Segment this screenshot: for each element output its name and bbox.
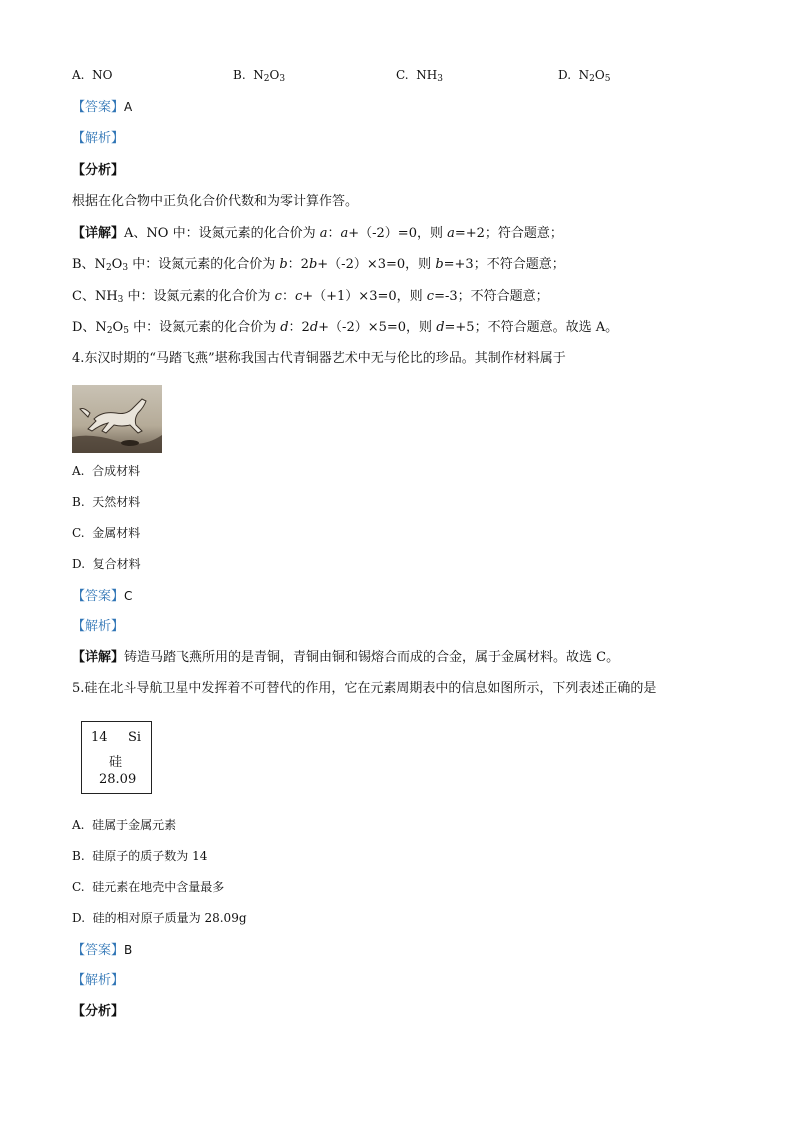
q5-option-a: A. 硅属于金属元素 xyxy=(72,818,177,832)
q3-detail-a: 【详解】A、NO 中：设氮元素的化合价为 a：a+（-2）=0，则 a=+2；符合题意； xyxy=(72,226,563,241)
atomic-mass: 28.09 xyxy=(99,772,137,787)
q5-stem: 5.硅在北斗导航卫星中发挥着不可替代的作用，它在元素周期表中的信息如图所示，下列表述正确的是 xyxy=(72,681,657,696)
q3-analysis-label: 【解析】 xyxy=(72,131,125,146)
q3-option-d: D. $N_2O_5$ xyxy=(558,68,611,84)
q4-option-b: B. 天然材料 xyxy=(72,495,141,509)
q4-analysis-label: 【解析】 xyxy=(72,619,125,634)
q3-principle: 根据在化合物中正负化合价代数和为零计算作答。 xyxy=(72,194,359,209)
q5-option-c: C. 硅元素在地壳中含量最多 xyxy=(72,880,225,894)
q4-option-d: D. 复合材料 xyxy=(72,557,141,571)
q3-option-a: A. NO xyxy=(72,68,113,82)
bronze-horse-image xyxy=(72,385,162,453)
atomic-number: 14 xyxy=(91,730,108,745)
element-name: 硅 xyxy=(109,755,123,770)
q3-option-c: C. $NH_3$ xyxy=(396,68,443,84)
q3-fenxi-label: 【分析】 xyxy=(72,163,125,178)
q4-option-c: C. 金属材料 xyxy=(72,526,141,540)
q5-option-d: D. 硅的相对原子质量为 28.09g xyxy=(72,911,247,925)
q4-detail: 【详解】铸造马踏飞燕所用的是青铜，青铜由铜和锡熔合而成的合金，属于金属材料。故选 C。 xyxy=(72,650,620,665)
q4-stem: 4.东汉时期的“马踏飞燕”堪称我国古代青铜器艺术中无与伦比的珍品。其制作材料属于 xyxy=(72,351,566,366)
q5-analysis-label: 【解析】 xyxy=(72,973,125,988)
q5-answer: 【答案】B xyxy=(72,943,133,958)
q3-detail-d: D、$N_2O_5$ 中：设氮元素的化合价为 d：2d+（-2）×5=0，则 d=+5；不符合题意。故选 A。 xyxy=(72,320,619,336)
element-cell-silicon xyxy=(81,721,152,794)
q3-detail-c: C、$NH_3$ 中：设氮元素的化合价为 c：c+（+1）×3=0，则 c=-3；不符合题意； xyxy=(72,289,549,305)
q3-detail-b: B、$N_2O_3$ 中：设氮元素的化合价为 b：2b+（-2）×3=0，则 b=+3；不符合题意； xyxy=(72,257,565,273)
q4-answer: 【答案】C xyxy=(72,589,133,604)
element-symbol: Si xyxy=(128,730,142,745)
q3-answer: 【答案】A xyxy=(72,100,133,115)
q5-option-b: B. 硅原子的质子数为 14 xyxy=(72,849,208,863)
q3-option-b: B. $N_2O_3$ xyxy=(233,68,286,84)
q5-fenxi-label: 【分析】 xyxy=(72,1004,125,1019)
q4-option-a: A. 合成材料 xyxy=(72,464,141,478)
